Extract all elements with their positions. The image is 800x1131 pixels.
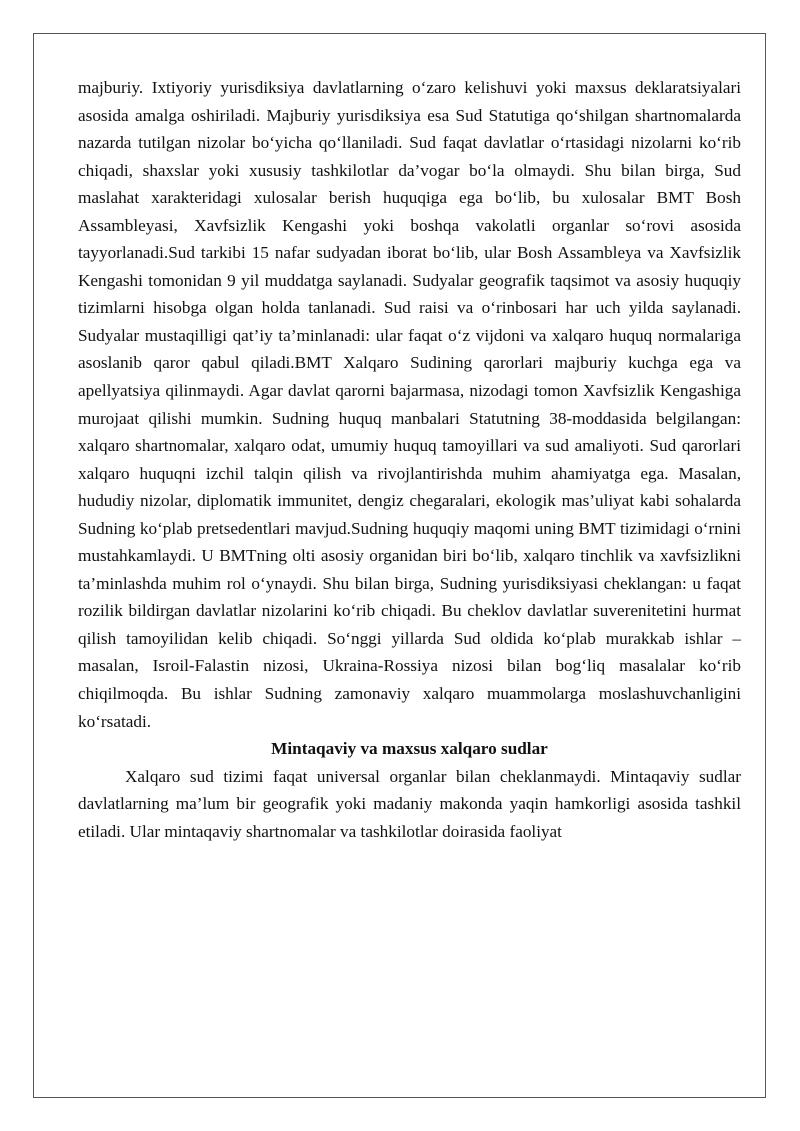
body-paragraph: Xalqaro sud tizimi faqat universal organlar bilan cheklanmaydi. Mintaqaviy sudlar davlatlarning ma’lum bir geografik yoki madaniy makonda yaqin hamkorligi asosida tashkil etiladi. Ular mintaqaviy shartnomalar va tashkilotlar doirasida faoliyat (78, 766, 741, 841)
section-heading: Mintaqaviy va maxsus xalqaro sudlar (271, 739, 548, 759)
body-paragraph: majburiy. Ixtiyoriy yurisdiksiya davlatlarning o‘zaro kelishuvi yoki maxsus deklaratsiyalari asosida amalga oshiriladi. Majburiy yurisdiksiya esa Sud Statutiga qo‘shilgan shartnomalarda nazarda tutilgan nizolar bo‘yicha qo‘llaniladi. Sud faqat davlatlar o‘rtasidagi nizolarni ko‘rib chiqadi, shaxslar yoki xususiy tashkilotlar da’vogar bo‘la olmaydi. Shu bilan birga, Sud maslahat xarakteridagi xulosalar berish huquqiga ega bo‘lib, bu xulosalar BMT Bosh Assambleyasi, Xavfsizlik Kengashi yoki boshqa vakolatli organlar so‘rovi asosida tayyorlanadi.Sud tarkibi 15 nafar sudyadan iborat bo‘lib, ular Bosh Assambleya va Xavfsizlik Kengashi tomonidan 9 yil muddatga saylanadi. Sudyalar geografik taqsimot va asosiy huquqiy tizimlarni hisobga olgan holda tanlanadi. Sud raisi va o‘rinbosari har uch yilda saylanadi. Sudyalar mustaqilligi qat’iy ta’minlanadi: ular faqat o‘z vijdoni va xalqaro huquq normalariga asoslanib qaror qabul qiladi.BMT Xalqaro Sudining qarorlari majburiy kuchga ega va apellyatsiya qilinmaydi. Agar davlat qarorni bajarmasa, nizodagi tomon Xavfsizlik Kengashiga murojaat qilishi mumkin. Sudning huquq manbalari Statutning 38-moddasida belgilangan: xalqaro shartnomalar, xalqaro odat, umumiy huquq tamoyillari va sud amaliyoti. Sud qarorlari xalqaro huquqni izchil talqin qilish va rivojlantirishda muhim ahamiyatga ega. Masalan, hududiy nizolar, diplomatik immunitet, dengiz chegaralari, ekologik mas’uliyat kabi sohalarda Sudning ko‘plab pretsedentlari mavjud.Sudning huquqiy maqomi uning BMT tizimidagi o‘rnini mustahkamlaydi. U BMTning olti asosiy organidan biri bo‘lib, xalqaro tinchlik va xavfsizlikni ta’minlashda muhim rol o‘ynaydi. Shu bilan birga, Sudning yurisdiksiyasi cheklangan: u faqat rozilik bildirgan davlatlar nizolarini ko‘rib chiqadi. Bu cheklov davlatlar suverenitetini hurmat qilish tamoyilidan kelib chiqadi. So‘nggi yillarda Sud oldida ko‘plab murakkab ishlar – masalan, Isroil-Falastin nizosi, Ukraina-Rossiya nizosi bilan bog‘liq masalalar ko‘rib chiqilmoqda. Bu ishlar Sudning zamonaviy xalqaro muammolarga moslashuvchanligini ko‘rsatadi. (78, 78, 741, 731)
page-content (78, 74, 741, 845)
